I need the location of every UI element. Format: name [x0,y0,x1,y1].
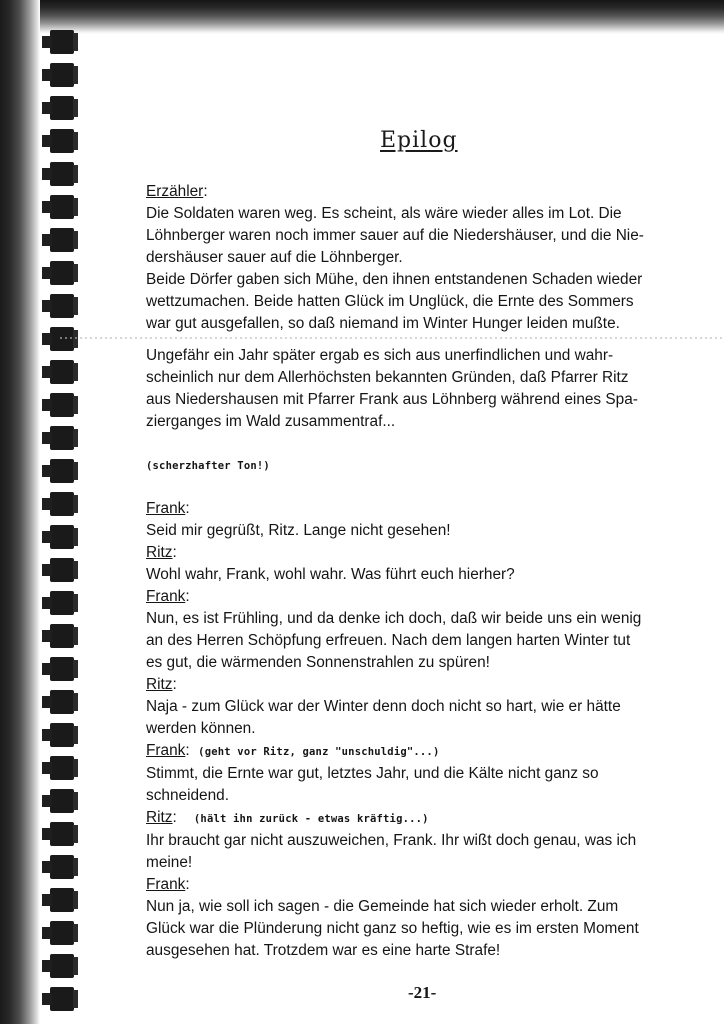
speaker-label: Erzähler [146,183,204,200]
text-line: Ihr braucht gar nicht auszuweichen, Frank. Ihr wißt doch genau, was ich [146,832,637,849]
text-line: wettzumachen. Beide hatten Glück im Unglück, die Ernte des Sommers [146,293,634,310]
scan-shadow-top [0,0,724,34]
binding-hole [50,228,74,252]
binding-hole [50,822,74,846]
binding-hole [50,756,74,780]
stage-direction: (scherzhafter Ton!) [146,460,270,472]
text-line: es gut, die wärmenden Sonnenstrahlen zu spüren! [146,654,490,671]
narrator-block: Erzähler: Die Soldaten waren weg. Es scheint, als wäre wieder alles im Lot. Die Löhnberger waren noch immer sauer auf die Niedershäuser, und die Nie- dershäuser sauer auf die Löhnberger. Beide Dörfer gaben sich Mühe, den ihnen entstandenen Schaden wieder wettzumachen. Beide hatten Glück im Unglück, die Ernte des Sommers war gut ausgefallen, so daß niemand im Winter Hunger leiden mußte. [146,181,706,335]
speaker-label: Ritz [146,809,173,826]
speaker-label: Frank [146,876,186,893]
binding-hole [50,624,74,648]
scan-artifact-line [60,337,724,339]
text-line: scheinlich nur dem Allerhöchsten bekannten Gründen, daß Pfarrer Ritz [146,369,629,386]
text-line: Glück war die Plünderung nicht ganz so heftig, wie es im ersten Moment [146,920,639,937]
text-line: Nun ja, wie soll ich sagen - die Gemeinde hat sich wieder erholt. Zum [146,898,619,915]
text-line: aus Niedershausen mit Pfarrer Frank aus Löhnberg während eines Spa- [146,391,638,408]
text-line: zierganges im Wald zusammentraf... [146,413,396,430]
text-line: an des Herren Schöpfung erfreuen. Nach dem langen harten Winter tut [146,632,631,649]
spiral-binding [42,30,82,1020]
speaker-label: Ritz [146,544,173,561]
binding-hole [50,129,74,153]
binding-hole [50,63,74,87]
binding-hole [50,426,74,450]
binding-hole [50,789,74,813]
text-line: schneidend. [146,787,230,804]
speaker-label: Frank [146,500,186,517]
binding-hole [50,888,74,912]
text-line: meine! [146,854,193,871]
binding-hole [50,30,74,54]
text-line: ausgesehen hat. Trotzdem war es eine harte Strafe! [146,942,501,959]
binding-hole [50,96,74,120]
narrator-block-continued [146,345,706,433]
binding-hole [50,690,74,714]
text-line: Die Soldaten waren weg. Es scheint, als wäre wieder alles im Lot. Die [146,205,622,222]
page-number: -21- [408,983,437,1002]
binding-hole [50,360,74,384]
text-line: Naja - zum Glück war der Winter denn doch nicht so hart, wie er hätte [146,698,621,715]
binding-hole [50,954,74,978]
binding-hole [50,195,74,219]
text-line: Wohl wahr, Frank, wohl wahr. Was führt euch hierher? [146,566,515,583]
text-line: Ungefähr ein Jahr später ergab es sich aus unerfindlichen und wahr- [146,347,614,364]
text-line: Beide Dörfer gaben sich Mühe, den ihnen entstandenen Schaden wieder [146,271,643,288]
stage-direction: (geht vor Ritz, ganz "unschuldig"...) [198,746,440,758]
text-line: Seid mir gegrüßt, Ritz. Lange nicht gesehen! [146,522,451,539]
text-line: Nun, es ist Frühling, und da denke ich doch, daß wir beide uns ein wenig [146,610,642,627]
text-line: dershäuser sauer auf die Löhnberger. [146,249,403,266]
page-title: Epilog [380,128,458,153]
binding-hole [50,459,74,483]
binding-hole [50,393,74,417]
text-line: werden können. [146,720,256,737]
stage-direction: (hält ihn zurück - etwas kräftig...) [193,813,429,825]
binding-hole [50,723,74,747]
speaker-label: Frank [146,588,186,605]
dialogue-block: Frank: Seid mir gegrüßt, Ritz. Lange nicht gesehen! Ritz: Wohl wahr, Frank, wohl wahr. Was führt euch hierher? Frank: Nun, es ist Frühling, und da denke ich doch, daß wir beide uns ein wenig an des Herren Schöpfung erfreuen. Nach dem langen harten Winter tut es gut, die wärmenden Sonnenstrahlen zu spüren! Ritz: Naja - zum Glück war der Winter denn doch nicht so hart, wie er hätte werden können. Frank: (geht vor Ritz, ganz "unschuldig"...) Stimmt, die Ernte war gut, letztes Jahr, und die Kälte nicht ganz so schneidend. Ritz: (hält ihn zurück - etwas kräftig...) Ihr braucht gar nicht auszuweichen, Frank. Ihr wißt doch genau, was ich meine! Frank: Nun ja, wie soll ich sagen - die Gemeinde hat sich wieder erholt. Zum Glück war die Plünderung nicht ganz so heftig, wie es im ersten Moment ausgesehen hat. Trotzdem war es eine harte Strafe! [146,498,706,962]
binding-hole [50,261,74,285]
binding-edge [0,0,40,1024]
binding-hole [50,591,74,615]
binding-hole [50,855,74,879]
binding-hole [50,162,74,186]
binding-hole [50,657,74,681]
binding-hole [50,492,74,516]
speaker-label: Ritz [146,676,173,693]
speaker-label: Frank [146,742,186,759]
text-line: Stimmt, die Ernte war gut, letztes Jahr, und die Kälte nicht ganz so [146,765,599,782]
binding-hole [50,327,74,351]
binding-hole [50,987,74,1011]
binding-hole [50,525,74,549]
text-line: war gut ausgefallen, so daß niemand im Winter Hunger leiden mußte. [146,315,620,332]
binding-hole [50,558,74,582]
binding-hole [50,921,74,945]
text-line: Löhnberger waren noch immer sauer auf die Niedershäuser, und die Nie- [146,227,644,244]
binding-hole [50,294,74,318]
